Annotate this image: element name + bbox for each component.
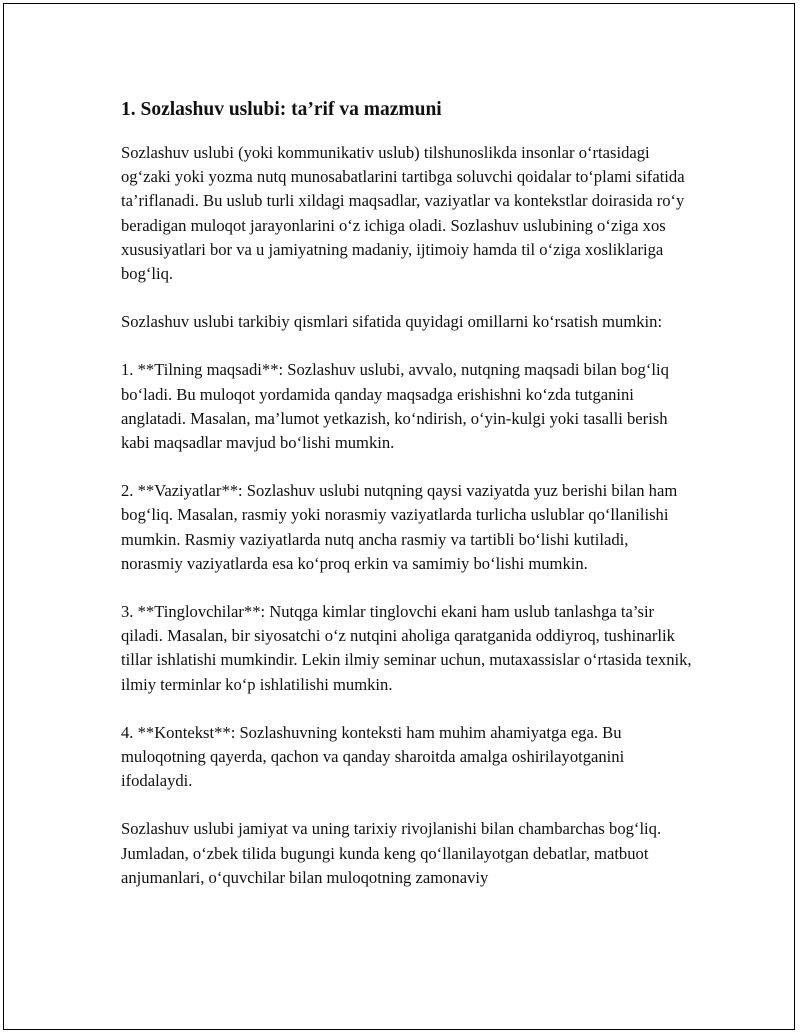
paragraph-item-context: 4. **Kontekst**: Sozlashuvning konteksti ham muhim ahamiyatga ega. Bu muloqotning qayerda, qachon va qanday sharoitda amalga oshirilayotganini ifodalaydi. (121, 722, 625, 791)
paragraph-society-history: Sozlashuv uslubi jamiyat va uning tarixiy rivojlanishi bilan chambarchas bog‘liq. Jumladan, o‘zbek tilida bugungi kunda keng qo‘llanilayotgan debatlar, matbuot anjumanlari, o‘quvchilar bilan muloqotning zamonaviy (121, 819, 662, 887)
paragraph-definition: Sozlashuv uslubi (yoki kommunikativ uslub) tilshunoslikda insonlar o‘rtasidagi og‘zaki yoki yozma nutq munosabatlarini tartibga soluvchi qoidalar to‘plami sifatida ta’riflanadi. Bu uslub turli xildagi maqsadlar, vaziyatlar va kontekstlar doirasida ro‘y beradigan muloqot jarayonlarini o‘z ichiga oladi. Sozlashuv uslubining o‘ziga xos xususiyatlari bor va u jamiyatning madaniy, ijtimoiy hamda til o‘ziga xosliklariga bog‘liq. (121, 143, 685, 284)
document-body (121, 96, 693, 914)
document-page (3, 3, 795, 1030)
paragraph-components-intro: Sozlashuv uslubi tarkibiy qismlari sifatida quyidagi omillarni ko‘rsatish mumkin: (121, 312, 663, 332)
section-heading: 1. Sozlashuv uslubi: ta’rif va mazmuni (121, 99, 442, 120)
paragraph-item-listeners: 3. **Tinglovchilar**: Nutqga kimlar tinglovchi ekani ham uslub tanlashga ta’sir qiladi. Masalan, bir siyosatchi o‘z nutqini aholiga qaratganida oddiyroq, tushinarlik tillar ishlatishi mumkindir. Lekin ilmiy seminar uchun, mutaxassislar o‘rtasida texnik, ilmiy terminlar ko‘p ishlatilishi mumkin. (121, 602, 692, 694)
paragraph-item-purpose: 1. **Tilning maqsadi**: Sozlashuv uslubi, avvalo, nutqning maqsadi bilan bog‘liq bo‘ladi. Bu muloqot yordamida qanday maqsadga erishishni ko‘zda tutganini anglatadi. Masalan, ma’lumot yetkazish, ko‘ndirish, o‘yin-kulgi yoki tasalli berish kabi maqsadlar mavjud bo‘lishi mumkin. (121, 360, 669, 453)
paragraph-item-situations: 2. **Vaziyatlar**: Sozlashuv uslubi nutqning qaysi vaziyatda yuz berishi bilan ham bog‘liq. Masalan, rasmiy yoki norasmiy vaziyatlarda turlicha uslublar qo‘llanilishi mumkin. Rasmiy vaziyatlarda nutq ancha rasmiy va tartibli bo‘lishi kutiladi, norasmiy vaziyatlarda esa ko‘proq erkin va samimiy bo‘lishi mumkin. (121, 481, 678, 573)
